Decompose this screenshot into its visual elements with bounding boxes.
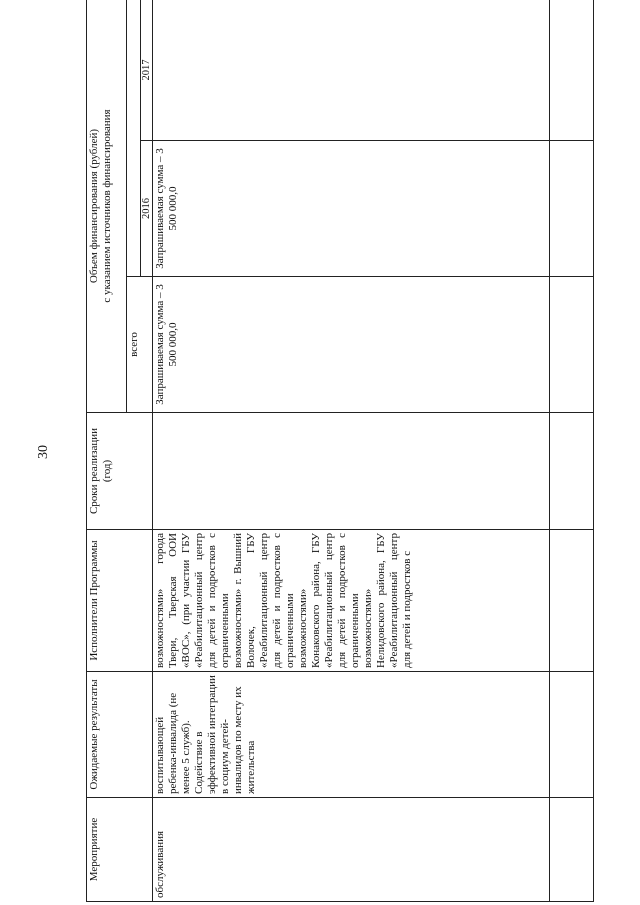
header-funding-sources: с указанием источников финансирования xyxy=(101,109,113,303)
cell-executors: возможностями» города Твери, Тверская ООИ «ВОС», (при участии ГБУ «Реабилитационный центр для детей и подростков с ограниченными возможностями» г. Вышний Волочек, ГБУ «Реабилитационный центр для детей и подростков с ограниченными возможностями» Конаковского района, ГБУ «Реабилитационный центр для детей и подростков с ограниченными возможностями» Нелидовского района, ГБУ «Реабилитационный центр для детей и подростков с xyxy=(153,530,550,672)
header-executors: Исполнители Программы xyxy=(87,530,153,672)
cell-empty xyxy=(550,0,594,141)
header-results: Ожидаемые результаты xyxy=(87,672,153,798)
cell-empty xyxy=(550,141,594,277)
cell-empty xyxy=(550,530,594,672)
cell-year-2016: Запрашиваемая сумма – 3 500 000,0 xyxy=(153,141,550,277)
cell-empty xyxy=(550,277,594,413)
program-table xyxy=(86,0,594,902)
header-measure: Мероприятие xyxy=(87,798,153,902)
cell-measure: обслуживания xyxy=(153,798,550,902)
cell-empty xyxy=(550,413,594,530)
cell-year-2017 xyxy=(153,0,550,141)
header-year-2016: 2016 xyxy=(141,141,153,277)
cell-results: воспитывающей ребенка-инвалида (не менее 5 служб). Содействие в эффективной интеграции в социум детей-инвалидов по месту их жительства xyxy=(153,672,550,798)
header-total: всего xyxy=(127,277,153,413)
cell-terms xyxy=(153,413,550,530)
header-terms: Сроки реализации (год) xyxy=(87,413,153,530)
cell-total: Запрашиваемая сумма – 3 500 000,0 xyxy=(153,277,550,413)
page-number: 30 xyxy=(36,445,51,459)
header-year-2017: 2017 xyxy=(141,0,153,141)
cell-empty xyxy=(550,798,594,902)
header-years-blank xyxy=(127,0,141,277)
cell-empty xyxy=(550,672,594,798)
header-funding xyxy=(87,0,127,413)
header-funding-title: Объем финансирования (рублей) xyxy=(88,128,100,284)
rotated-table-frame xyxy=(86,0,610,902)
